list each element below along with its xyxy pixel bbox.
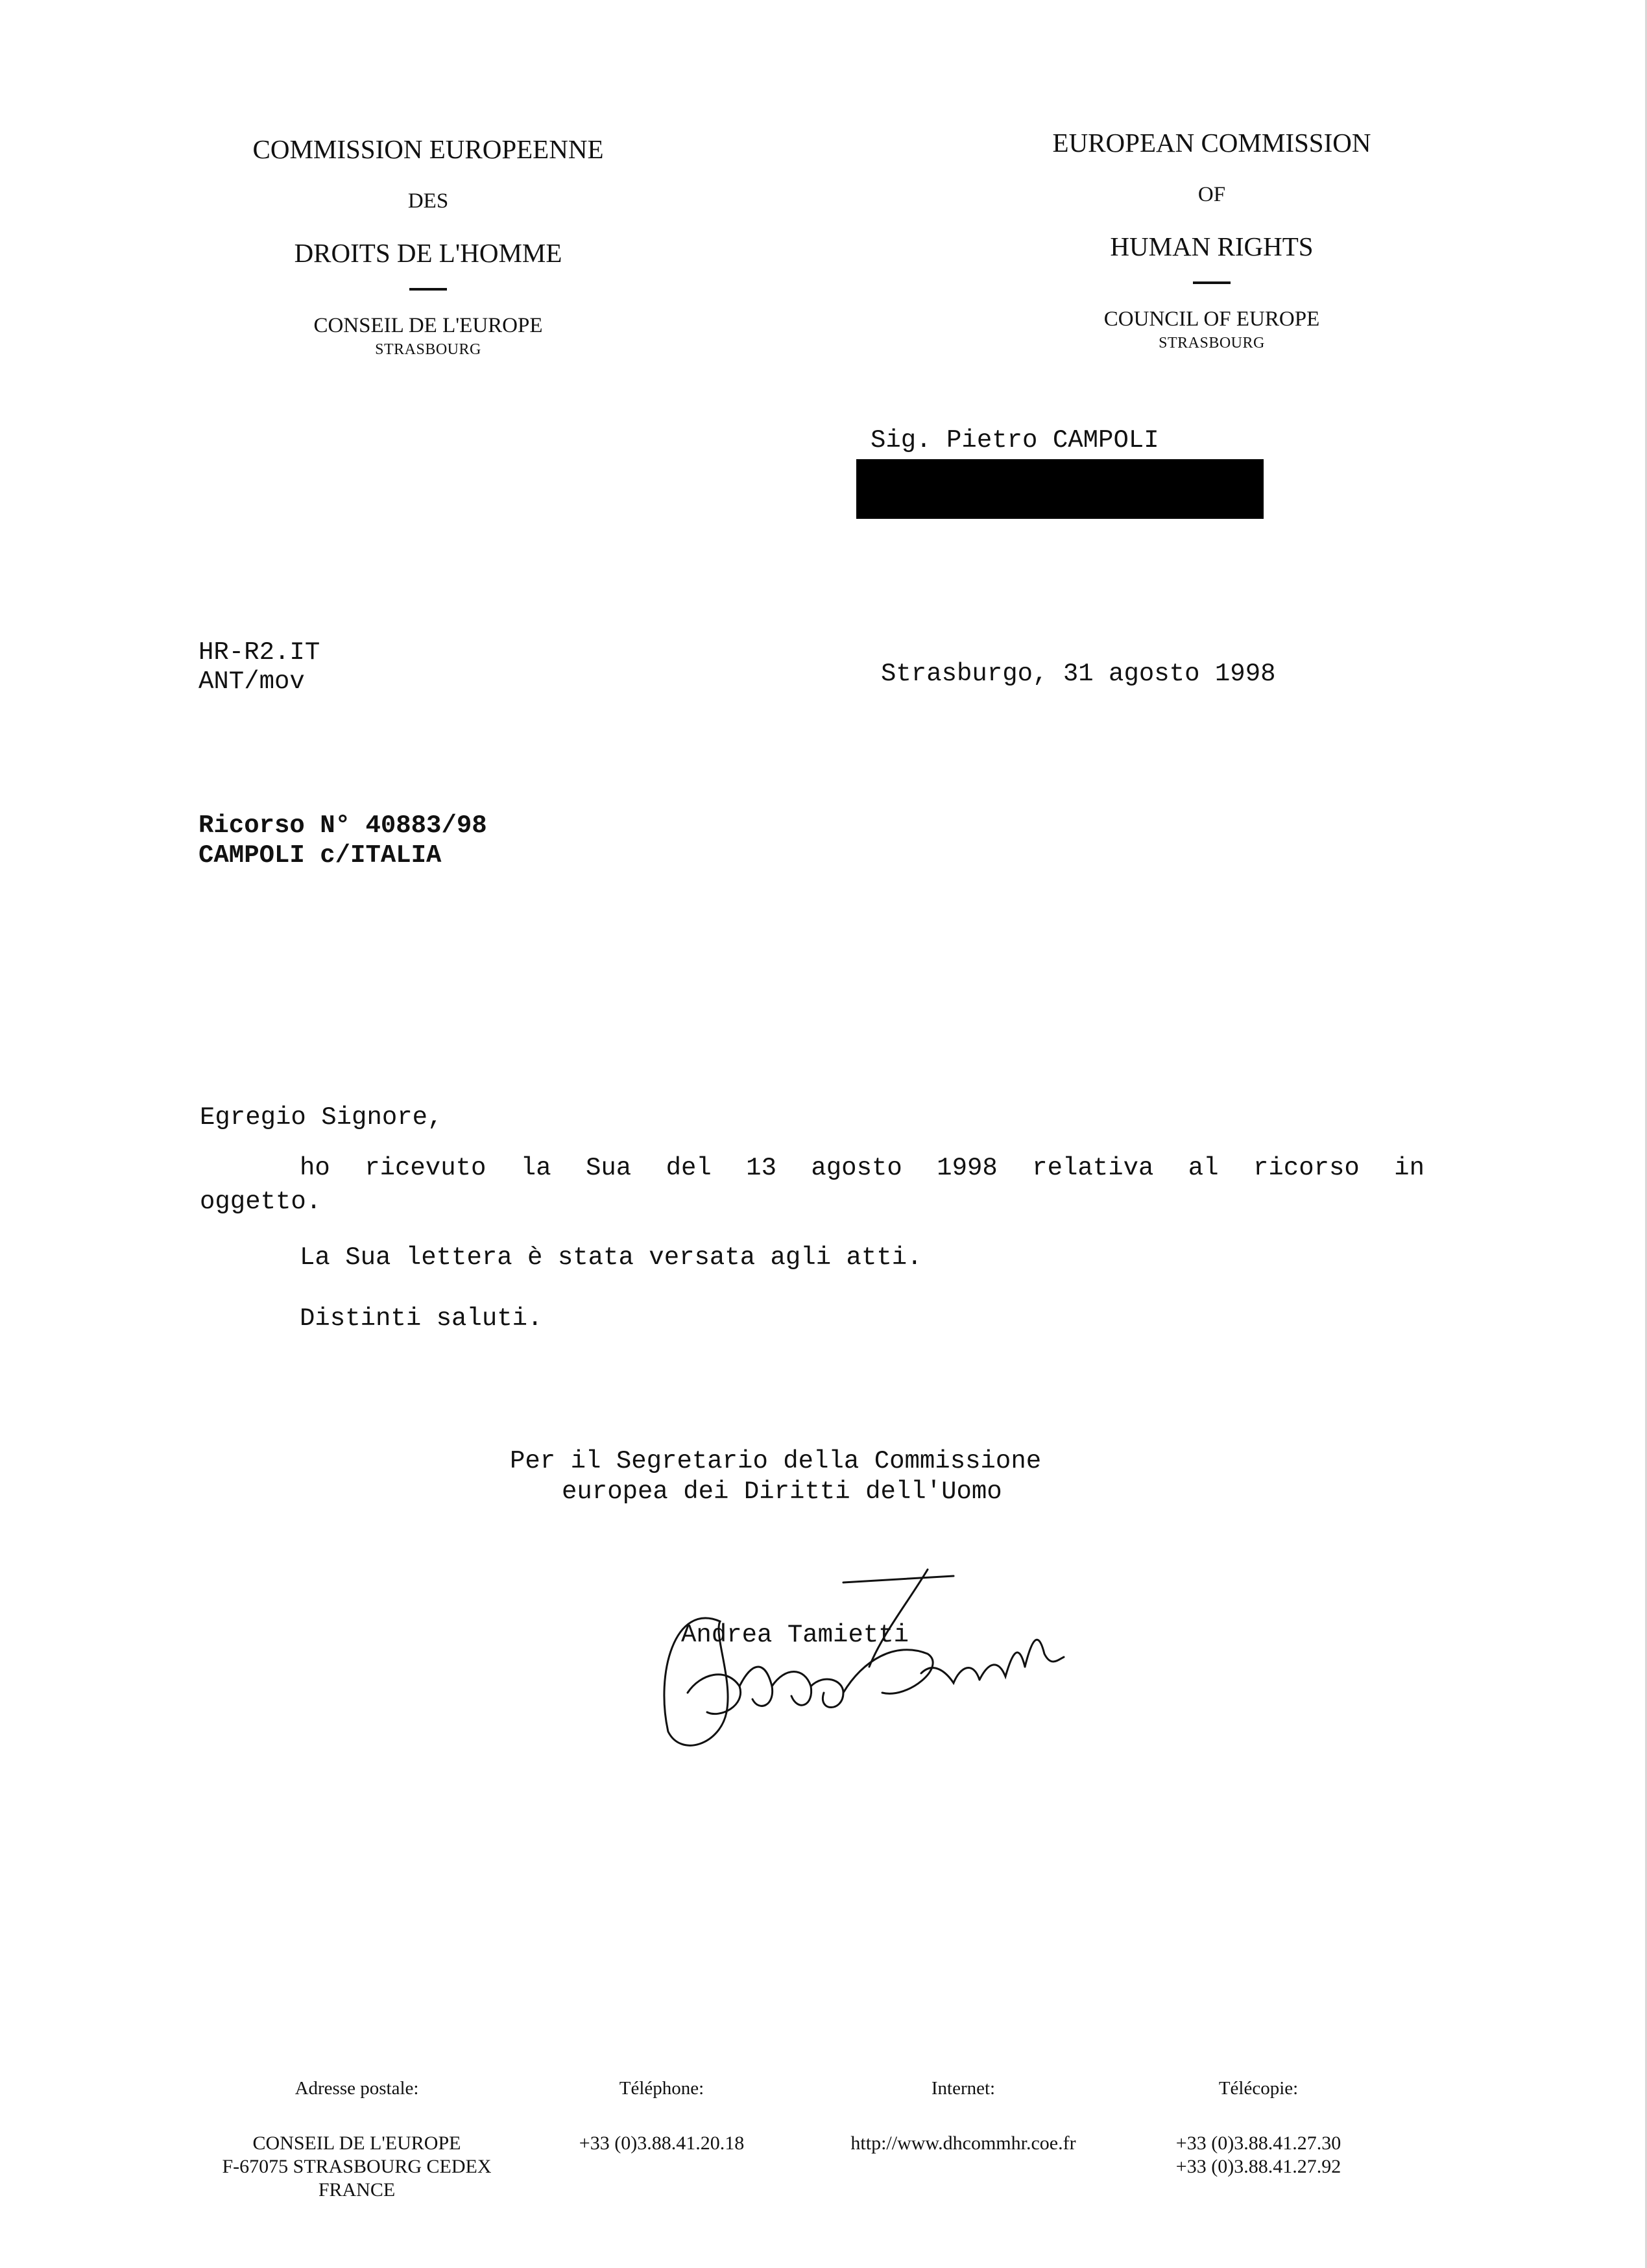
letterhead-fr-line2: DES	[407, 189, 449, 213]
letterhead-en-line5: STRASBOURG	[1159, 335, 1265, 352]
letterhead-fr-line5: STRASBOURG	[375, 341, 481, 358]
letterhead-en-line3: HUMAN RIGHTS	[1110, 232, 1314, 261]
footer-fax-value1: +33 (0)3.88.41.27.30	[1175, 2132, 1341, 2154]
footer-internet	[811, 2079, 1116, 2155]
reference-initials: ANT/mov	[198, 667, 305, 696]
footer-internet-value[interactable]: http://www.dhcommhr.coe.fr	[850, 2132, 1076, 2154]
footer-fax-label: Télécopie:	[1218, 2078, 1299, 2099]
footer-internet-label: Internet:	[931, 2078, 996, 2099]
footer-fax-value2: +33 (0)3.88.41.27.92	[1175, 2156, 1341, 2177]
body-paragraph-2: La Sua lettera è stata versata agli atti.	[300, 1243, 922, 1272]
letterhead-fr-line4: CONSEIL DE L'EUROPE	[313, 314, 543, 337]
letterhead-en-line4: COUNCIL OF EUROPE	[1103, 307, 1320, 331]
letterhead-english	[920, 130, 1504, 351]
place-date: Strasburgo, 31 agosto 1998	[881, 660, 1276, 688]
body-paragraph-line2: oggetto.	[200, 1188, 322, 1216]
signature-title-line2: europea dei Diritti dell'Uomo	[562, 1477, 1002, 1506]
case-title: CAMPOLI c/ITALIA	[198, 841, 442, 870]
footer-postal-line2: F-67075 STRASBOURG CEDEX	[222, 2156, 492, 2177]
footer-postal-label: Adresse postale:	[295, 2078, 419, 2099]
footer-phone	[558, 2079, 765, 2155]
letterhead-en-divider	[1193, 281, 1231, 284]
letterhead-en-line2: OF	[1197, 183, 1226, 206]
letterhead-fr-line3: DROITS DE L'HOMME	[294, 238, 562, 268]
footer-postal-line1: CONSEIL DE L'EUROPE	[252, 2132, 461, 2154]
letterhead-en-line1: EUROPEAN COMMISSION	[1052, 128, 1371, 158]
letterhead-french	[136, 136, 720, 357]
reference-code: HR-R2.IT	[198, 638, 320, 667]
recipient-name: Sig. Pietro CAMPOLI	[871, 426, 1159, 455]
application-number: Ricorso N° 40883/98	[198, 811, 487, 840]
letterhead-fr-divider	[409, 288, 447, 291]
salutation: Egregio Signore,	[200, 1103, 443, 1132]
footer-postal	[214, 2079, 499, 2202]
signer-name: Andrea Tamietti	[681, 1621, 909, 1649]
letterhead-fr-line1: COMMISSION EUROPEENNE	[252, 134, 604, 164]
footer-postal-line3: FRANCE	[318, 2179, 396, 2201]
footer-phone-value: +33 (0)3.88.41.20.18	[579, 2132, 745, 2154]
handwritten-signature	[649, 1563, 1090, 1758]
footer-fax	[1155, 2079, 1362, 2178]
signature-title-line1: Per il Segretario della Commissione	[510, 1447, 1042, 1475]
footer-phone-label: Téléphone:	[619, 2078, 704, 2099]
body-paragraph-line1: ho ricevuto la Sua del 13 agosto 1998 relativa al ricorso in	[300, 1154, 1425, 1182]
redacted-address	[856, 459, 1264, 519]
closing: Distinti saluti.	[300, 1304, 543, 1333]
